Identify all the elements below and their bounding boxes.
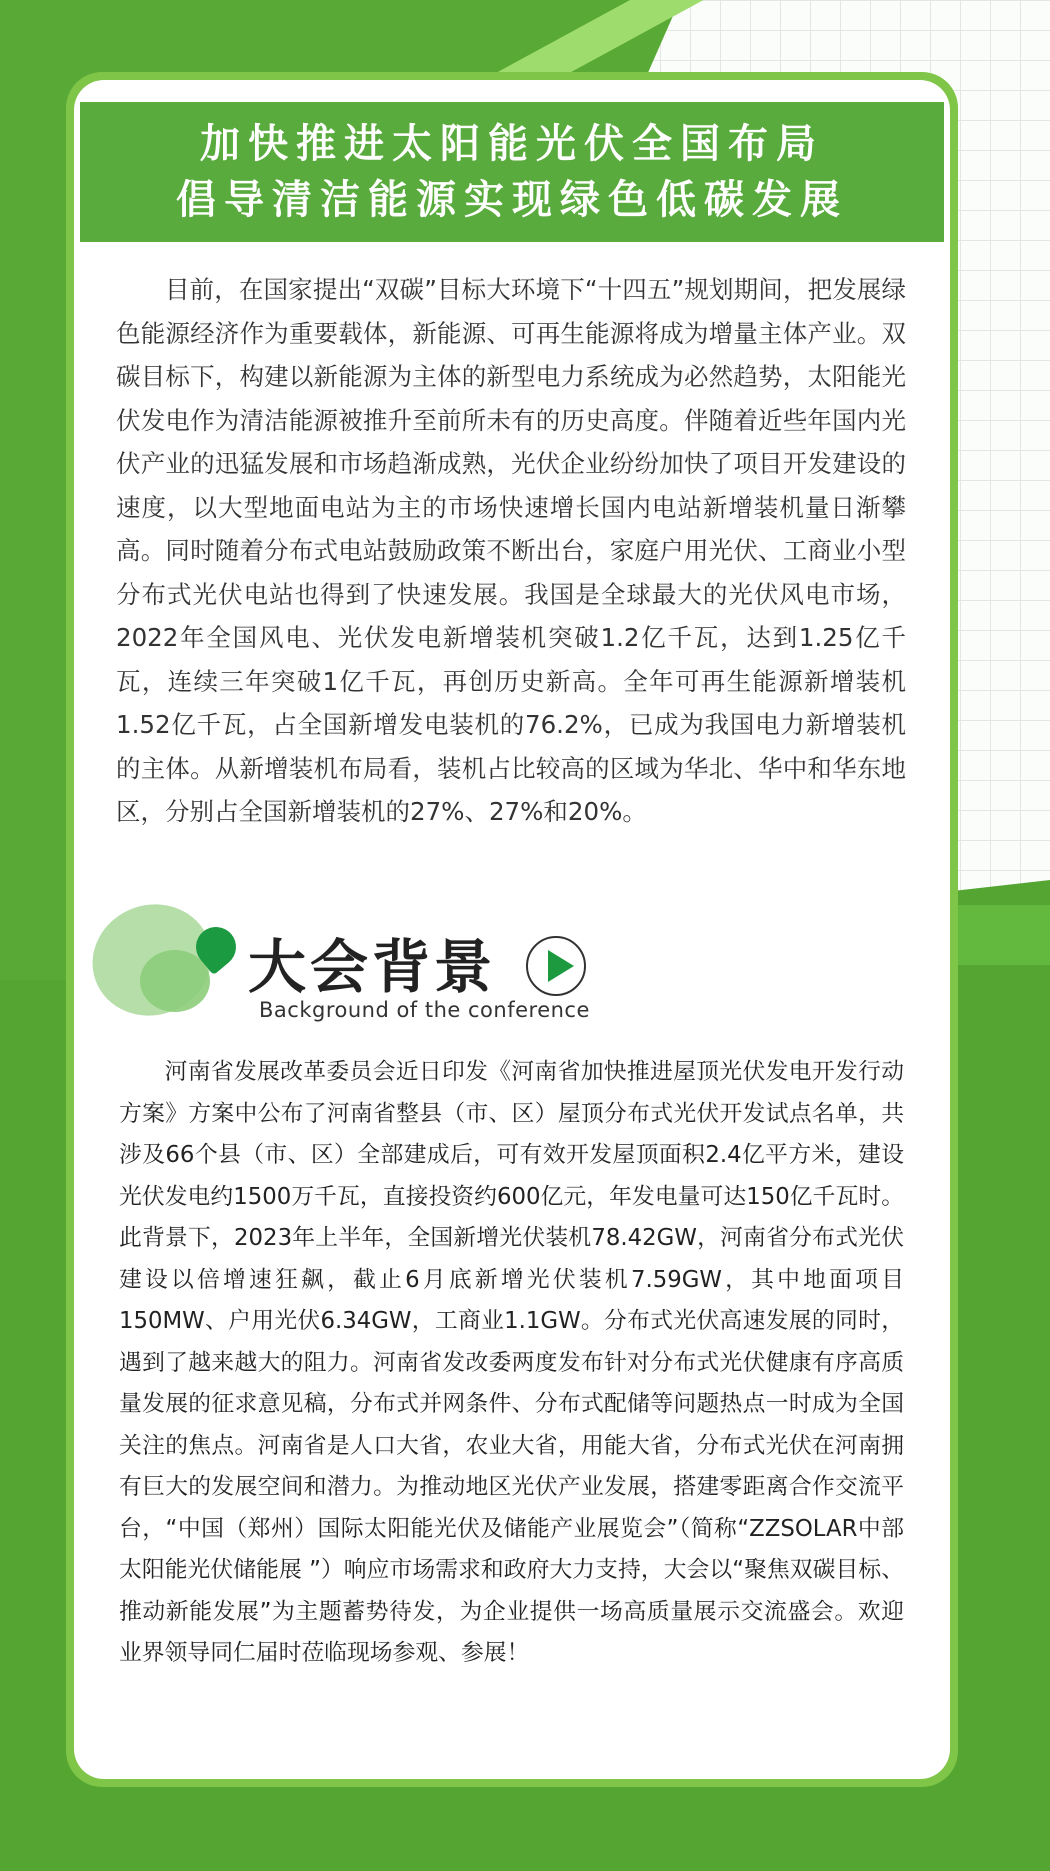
- intro-paragraph: 目前，在国家提出“双碳”目标大环境下“十四五”规划期间，把发展绿色能源经济作为重要载体，新能源、可再生能源将成为增量主体产业。双碳目标下，构建以新能源为主体的新型电力系统成为必然趋势，太阳能光伏发电作为清洁能源被推升至前所未有的历史高度。伴随着近些年国内光伏产业的迅猛发展和市场趋渐成熟，光伏企业纷纷加快了项目开发建设的速度，以大型地面电站为主的市场快速增长国内电站新增装机量日渐攀高。同时随着分布式电站鼓励政策不断出台，家庭户用光伏、工商业小型分布式光伏电站也得到了快速发展。我国是全球最大的光伏风电市场，2022年全国风电、光伏发电新增装机突破1.2亿千瓦，达到1.25亿千瓦，连续三年突破1亿千瓦，再创历史新高。全年可再生能源新增装机1.52亿千瓦，占全国新增发电装机的76.2%，已成为我国电力新增装机的主体。从新增装机布局看，装机占比较高的区域为华北、华中和华东地区，分别占全国新增装机的27%、27%和20%。: [116, 275, 906, 826]
- title-line-1: 加快推进太阳能光伏全国布局: [200, 121, 824, 167]
- section-subtitle: Background of the conference: [259, 998, 590, 1022]
- background-paragraph: 河南省发展改革委员会近日印发《河南省加快推进屋顶光伏发电开发行动方案》方案中公布了河南省整县（市、区）屋顶分布式光伏开发试点名单，共涉及66个县（市、区）全部建成后，可有效开发屋顶面积2.4亿平方米，建设光伏发电约1500万千瓦，直接投资约600亿元，年发电量可达150亿千瓦时。此背景下，2023年上半年，全国新增光伏装机78.42GW，河南省分布式光伏建设以倍增速狂飙，截止6月底新增光伏装机7.59GW，其中地面项目150MW、户用光伏6.34GW，工商业1.1GW。分布式光伏高速发展的同时，遇到了越来越大的阻力。河南省发改委两度发布针对分布式光伏健康有序高质量发展的征求意见稿，分布式并网条件、分布式配储等问题热点一时成为全国关注的焦点。河南省是人口大省，农业大省，用能大省，分布式光伏在河南拥有巨大的发展空间和潜力。为推动地区光伏产业发展，搭建零距离合作交流平台，“中国（郑州）国际太阳能光伏及储能产业展览会”（简称“ZZSOLAR中部太阳能光伏储能展 ”）响应市场需求和政府大力支持，大会以“聚焦双碳目标、推动新能发展”为主题蓄势待发，为企业提供一场高质量展示交流盛会。欢迎业界领导同仁届时莅临现场参观、参展！: [119, 1059, 904, 1666]
- section-heading: 大会背景: [248, 933, 497, 1001]
- title-banner: [80, 102, 944, 242]
- play-icon: [526, 936, 586, 996]
- play-triangle-icon: [548, 950, 574, 982]
- title-line-2: 倡导清洁能源实现绿色低碳发展: [176, 177, 848, 223]
